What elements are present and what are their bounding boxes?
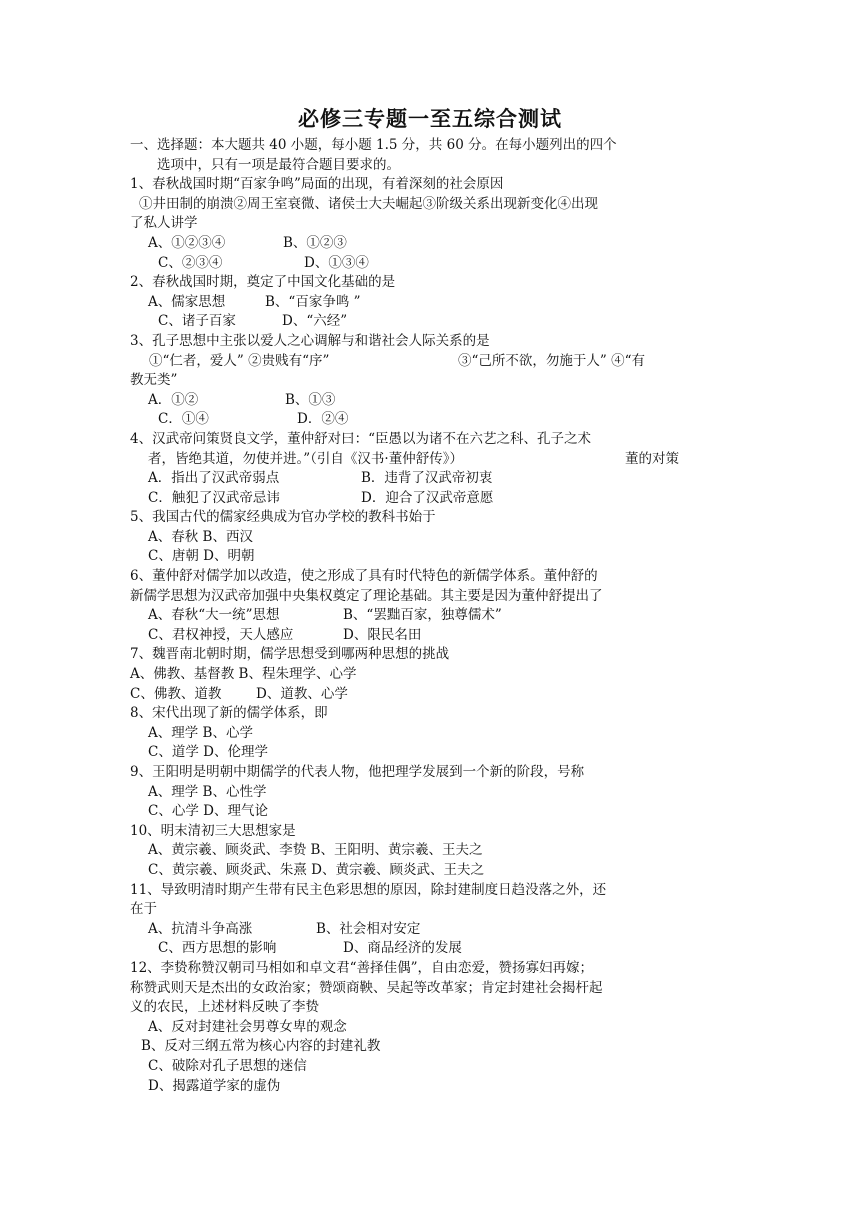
question-stem: 9、王阳明是明朝中期儒学的代表人物，他把理学发展到一个新的阶段，号称 xyxy=(130,764,585,780)
option-a: A、儒家思想 xyxy=(148,293,226,310)
question-stem: 12、李贽称赞汉朝司马相如和卓文君“善择佳偶”，自由恋爱，赞扬寡妇再嫁； xyxy=(130,959,593,976)
option-row xyxy=(130,489,730,509)
section-heading: 一、选择题：本大题共 40 小题，每小题 1.5 分，共 60 分。在每小题列出的四个 xyxy=(130,137,617,153)
option-c: C．①④ xyxy=(158,411,209,428)
question-6 xyxy=(130,567,730,645)
option-b: B、社会相对安定 xyxy=(316,920,421,937)
option-b: B、①②③ xyxy=(283,234,347,251)
option-row: A、理学 B、心学 xyxy=(148,724,253,741)
option-row xyxy=(130,469,730,489)
option-a: A、抗清斗争高涨 xyxy=(148,920,253,937)
option-row: A、黄宗羲、顾炎武、李贽 B、王阳明、黄宗羲、王夫之 xyxy=(148,842,483,859)
question-stem: 7、魏晋南北朝时期，儒学思想受到哪两种思想的挑战 xyxy=(130,646,450,663)
option-c: C、破除对孔子思想的迷信 xyxy=(148,1057,307,1074)
question-items: 教无类” xyxy=(130,372,178,389)
option-row: A、春秋 B、西汉 xyxy=(148,528,253,545)
option-row xyxy=(130,254,730,274)
question-2 xyxy=(130,273,730,332)
option-b: B、①③ xyxy=(285,391,336,408)
option-b: B．违背了汉武帝初衷 xyxy=(361,470,493,487)
question-10 xyxy=(130,822,730,881)
question-3 xyxy=(130,332,730,430)
question-9 xyxy=(130,763,730,822)
option-row: C、黄宗羲、顾炎武、朱熹 D、黄宗羲、顾炎武、王夫之 xyxy=(148,861,484,878)
option-row xyxy=(130,410,730,430)
option-row xyxy=(130,293,730,313)
question-stem: 6、董仲舒对儒学加以改造，使之形成了具有时代特色的新儒学体系。董仲舒的 xyxy=(130,568,598,585)
option-c: C、君权神授，天人感应 xyxy=(148,626,294,643)
option-row: C、唐朝 D、明朝 xyxy=(148,548,255,565)
option-row xyxy=(130,626,730,646)
question-8 xyxy=(130,704,730,763)
option-d: D、商品经济的发展 xyxy=(343,940,462,957)
question-4 xyxy=(130,430,730,508)
option-d: D、“六经” xyxy=(282,313,348,330)
option-a: A．指出了汉武帝弱点 xyxy=(148,470,280,487)
question-11 xyxy=(130,881,730,959)
question-stem: 8、宋代出现了新的儒学体系，即 xyxy=(130,705,328,722)
section-heading-cont: 选项中，只有一项是最符合题目要求的。 xyxy=(157,156,400,173)
option-row xyxy=(130,391,730,411)
question-items: ①井田制的崩溃②周王室衰微、诸侯士大夫崛起③阶级关系出现新变化④出现 xyxy=(139,195,598,212)
question-items: 了私人讲学 xyxy=(130,215,198,232)
option-row xyxy=(130,685,730,705)
option-c: C、佛教、道教 xyxy=(130,685,222,702)
option-d: D、①③④ xyxy=(304,254,369,271)
option-row: A、理学 B、心性学 xyxy=(148,783,267,800)
question-stem: 5、我国古代的儒家经典成为官办学校的教科书始于 xyxy=(130,509,436,526)
question-stem: 者，皆绝其道，勿使并进。”（引自《汉书·董仲舒传》） 董的对策 xyxy=(148,450,679,467)
question-body xyxy=(130,136,730,1096)
option-a: A、①②③④ xyxy=(148,234,226,251)
option-c: C、诸子百家 xyxy=(158,313,236,330)
option-c: C．触犯了汉武帝忌讳 xyxy=(148,489,280,506)
option-c: C、西方思想的影响 xyxy=(158,940,277,957)
option-d: D、揭露道学家的虚伪 xyxy=(148,1077,281,1094)
question-stem: 称赞武则天是杰出的女政治家；赞颂商鞅、吴起等改革家；肯定封建社会揭杆起 xyxy=(130,979,603,996)
option-row xyxy=(130,920,730,940)
option-row: C、道学 D、伦理学 xyxy=(148,744,268,761)
page-title: 必修三专题一至五综合测试 xyxy=(298,107,562,131)
option-b: B、“百家争鸣 ” xyxy=(265,293,361,310)
option-d: D、限民名田 xyxy=(343,626,422,643)
option-c: C、②③④ xyxy=(158,254,223,271)
question-12 xyxy=(130,959,730,1096)
question-stem: 义的农民，上述材料反映了李贽 xyxy=(130,999,319,1016)
option-row xyxy=(130,234,730,254)
question-1 xyxy=(130,175,730,273)
option-row: A、佛教、基督教 B、程朱理学、心学 xyxy=(130,666,357,683)
option-row: C、心学 D、理气论 xyxy=(148,803,268,820)
option-a: A、反对封建社会男尊女卑的观念 xyxy=(148,1018,347,1035)
option-row xyxy=(130,312,730,332)
option-d: D、道教、心学 xyxy=(256,685,348,702)
question-5 xyxy=(130,508,730,567)
question-stem: 2、春秋战国时期，奠定了中国文化基础的是 xyxy=(130,274,396,291)
option-d: D．迎合了汉武帝意愿 xyxy=(361,489,494,506)
option-row xyxy=(130,939,730,959)
option-a: A、春秋“大一统”思想 xyxy=(148,607,280,624)
question-7 xyxy=(130,645,730,704)
option-a: A．①② xyxy=(148,391,199,408)
question-stem: 11、导致明清时期产生带有民主色彩思想的原因，除封建制度日趋没落之外，还 xyxy=(130,881,607,898)
question-items: ①“仁者，爱人” ②贵贱有“序” ③“己所不欲，勿施于人” ④“有 xyxy=(149,352,645,369)
question-stem: 3、孔子思想中主张以爱人之心调解与和谐社会人际关系的是 xyxy=(130,332,490,349)
question-stem: 新儒学思想为汉武帝加强中央集权奠定了理论基础。其主要是因为董仲舒提出了 xyxy=(130,587,603,604)
option-b: B、反对三纲五常为核心内容的封建礼教 xyxy=(141,1038,381,1055)
option-b: B、“罢黜百家，独尊儒术” xyxy=(343,607,502,624)
question-stem: 10、明末清初三大思想家是 xyxy=(130,822,296,839)
option-row xyxy=(130,606,730,626)
question-stem: 1、春秋战国时期“百家争鸣”局面的出现，有着深刻的社会原因 xyxy=(130,176,504,193)
question-stem: 4、汉武帝问策贤良文学，董仲舒对曰：“臣愚以为诸不在六艺之科、孔子之术 xyxy=(130,430,591,447)
option-d: D．②④ xyxy=(297,411,349,428)
question-stem: 在于 xyxy=(130,901,157,918)
